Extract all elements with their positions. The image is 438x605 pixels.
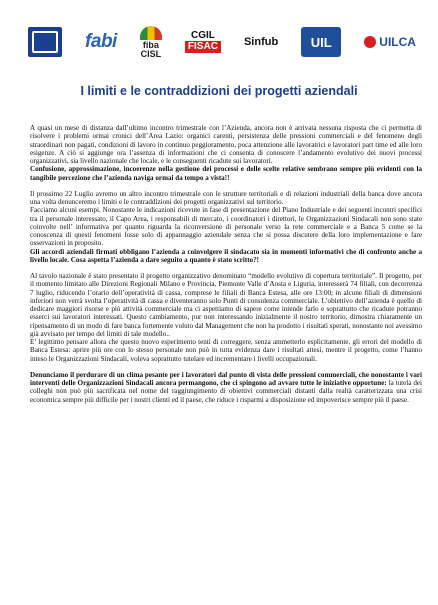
union-logo-icon — [28, 27, 62, 57]
uilca-dot-icon — [364, 36, 376, 48]
paragraph-intro-bold: Confusione, approssimazione, incoerenze nella gestione dei processi e delle scelte relative sembrano sempre più evidenti con la tangibile percezione che l’azienda naviga ormai da tempo a vista!! — [30, 165, 422, 182]
paragraph-national-table: Al tavolo nazionale è stato presentato il progetto organizzativo denominato “modello evolutivo di copertura territoriale”. Il progetto, per il momento limitato alle Direzioni Regionali Milano e Provincia, Piemonte Valle d’Aosta e Liguria, interesserà 74 filiali, con decorrenza 7 luglio, riducendo l’orario dell’operatività di cassa, comprese le filiali di Banca Estesa, alle ore 13:00; in alcune filiali di dimensioni inferiori non verrà svolta l’operatività di cassa e diventeranno solo Punti di consulenza commerciale. L’obiettivo dell’azienda è quello di dedicare maggiori risorse e più attività commerciale ma ci aspettiamo di sapere come intende farlo e soprattutto che ricadute potranno esserci sui lavoratori interessati. Questo cambiamento, pur non interessando inizialmente il nostro territorio, dimostra chiaramente un ripensamento di un modo di fare banca fortemente voluto dal Management che non ha prodotto i risultati sperati, nonostante noi avessimo già avvisato per tempo del limiti di tale modello.. — [30, 272, 422, 338]
page-title: I limiti e le contraddizioni dei progetti aziendali — [80, 84, 358, 98]
union-logos — [28, 22, 416, 62]
conclusion-bold: Denunciamo il perdurare di un clima pesante per i lavoratori dal punto di vista delle pressioni commerciali, che nonostante i vari interventi delle Organizzazioni Sindacali ancora permangono, che ci spingono ad avvare tutte le iniziative opportune: — [30, 370, 422, 387]
paragraph-intro: A quasi un mese di distanza dall’ultimo incontro trimestrale con l’Azienda, ancora non è arrivata nessuna risposta che ci permetta di risolvere i problemi ormai cronici dell’Area Lazio: organici carenti, persistenza delle pressioni commerciali e del fenomeno degli straordinari non pagati, condizioni di lavoro in continuo peggioramento, poca attenzione alle lavoratrici e lavoratori part time ed alle loro esigenze. A ciò si aggiunge ora l’assenza di informazioni che ci consenta di conoscere l’andamento evolutivo dei nuovi processi organizzativi, sia livello nazionale che locale, e le conseguenti ricadute sui lavoratori. — [30, 124, 422, 165]
paragraph-meeting: Il prossimo 22 Luglio avremo un altro incontro trimestrale con le strutture territoriali e di relazioni industriali della banca dove ancora una volta denunceremo i limiti e le contraddizioni dei progetti organizzativi sul territorio. — [30, 189, 422, 206]
document-body — [30, 124, 422, 404]
paragraph-agreements-bold: Gli accordi aziendali firmati obbligano l’azienda a coinvolgere il sindacato sia in momenti informativi che di confronto anche a livello locale. Cosa aspetta l’azienda a dare seguito a quanto è stato scritto?! — [30, 247, 422, 264]
paragraph-conclusion — [30, 371, 422, 404]
uilca-logo: UILCA — [364, 35, 416, 49]
paragraph-examples: Facciamo alcuni esempi. Nonostante le indicazioni ricevute in fase di presentazione del Piano Industriale e dei seguenti incontri specifici tra il personale interessato, il Capo Area, i responsabili di mercato, i coordinatori i direttori, le Organizzazioni Sindacali non sono state coinvolte nell’ informativa per quanto riguarda la riconversione di personale verso la rete commerciale e a Banca 5 come se la conoscenza di questi fenomeni fosse solo di appannaggio aziendale senza che si possa discutere della loro implementazione e fare osservazioni in proposito. — [30, 206, 422, 248]
fiba-mark-icon — [140, 26, 162, 40]
cgil-fisac-logo: CGIL FISAC — [185, 31, 221, 53]
conclusion-normal: la tutela dei colleghi non può più sacrificata nel nome del raggiungimento di obiettivi commerciali distanti dalla realtà caratterizzata una crisi economica sempre più difficile per i nostri clienti ed il paese, che riduce i risparmi a disposizione ed impoverisce sempre più il paese. — [30, 379, 422, 404]
uil-logo: UIL — [301, 27, 341, 57]
sinfub-logo: Sinfub — [243, 36, 279, 48]
fiba-cisl-logo: fiba CISL — [140, 26, 162, 59]
paragraph-legitimate: E’ legittimo pensare allora che questo nuovo esperimento tenti di correggere, senza ammetterlo esplicitamente, gli errori del modello di Banca Estesa: aprire più ore con lo stesso personale non può in tutta evidenza dare i risultati attesi, mentre il progetto, come l’hanno inteso le Organizzazioni Sindacali, voleva soprattutto tutelare ed incrementare i livelli occupazionali. — [30, 338, 422, 363]
fabi-logo: fabi — [85, 31, 117, 52]
